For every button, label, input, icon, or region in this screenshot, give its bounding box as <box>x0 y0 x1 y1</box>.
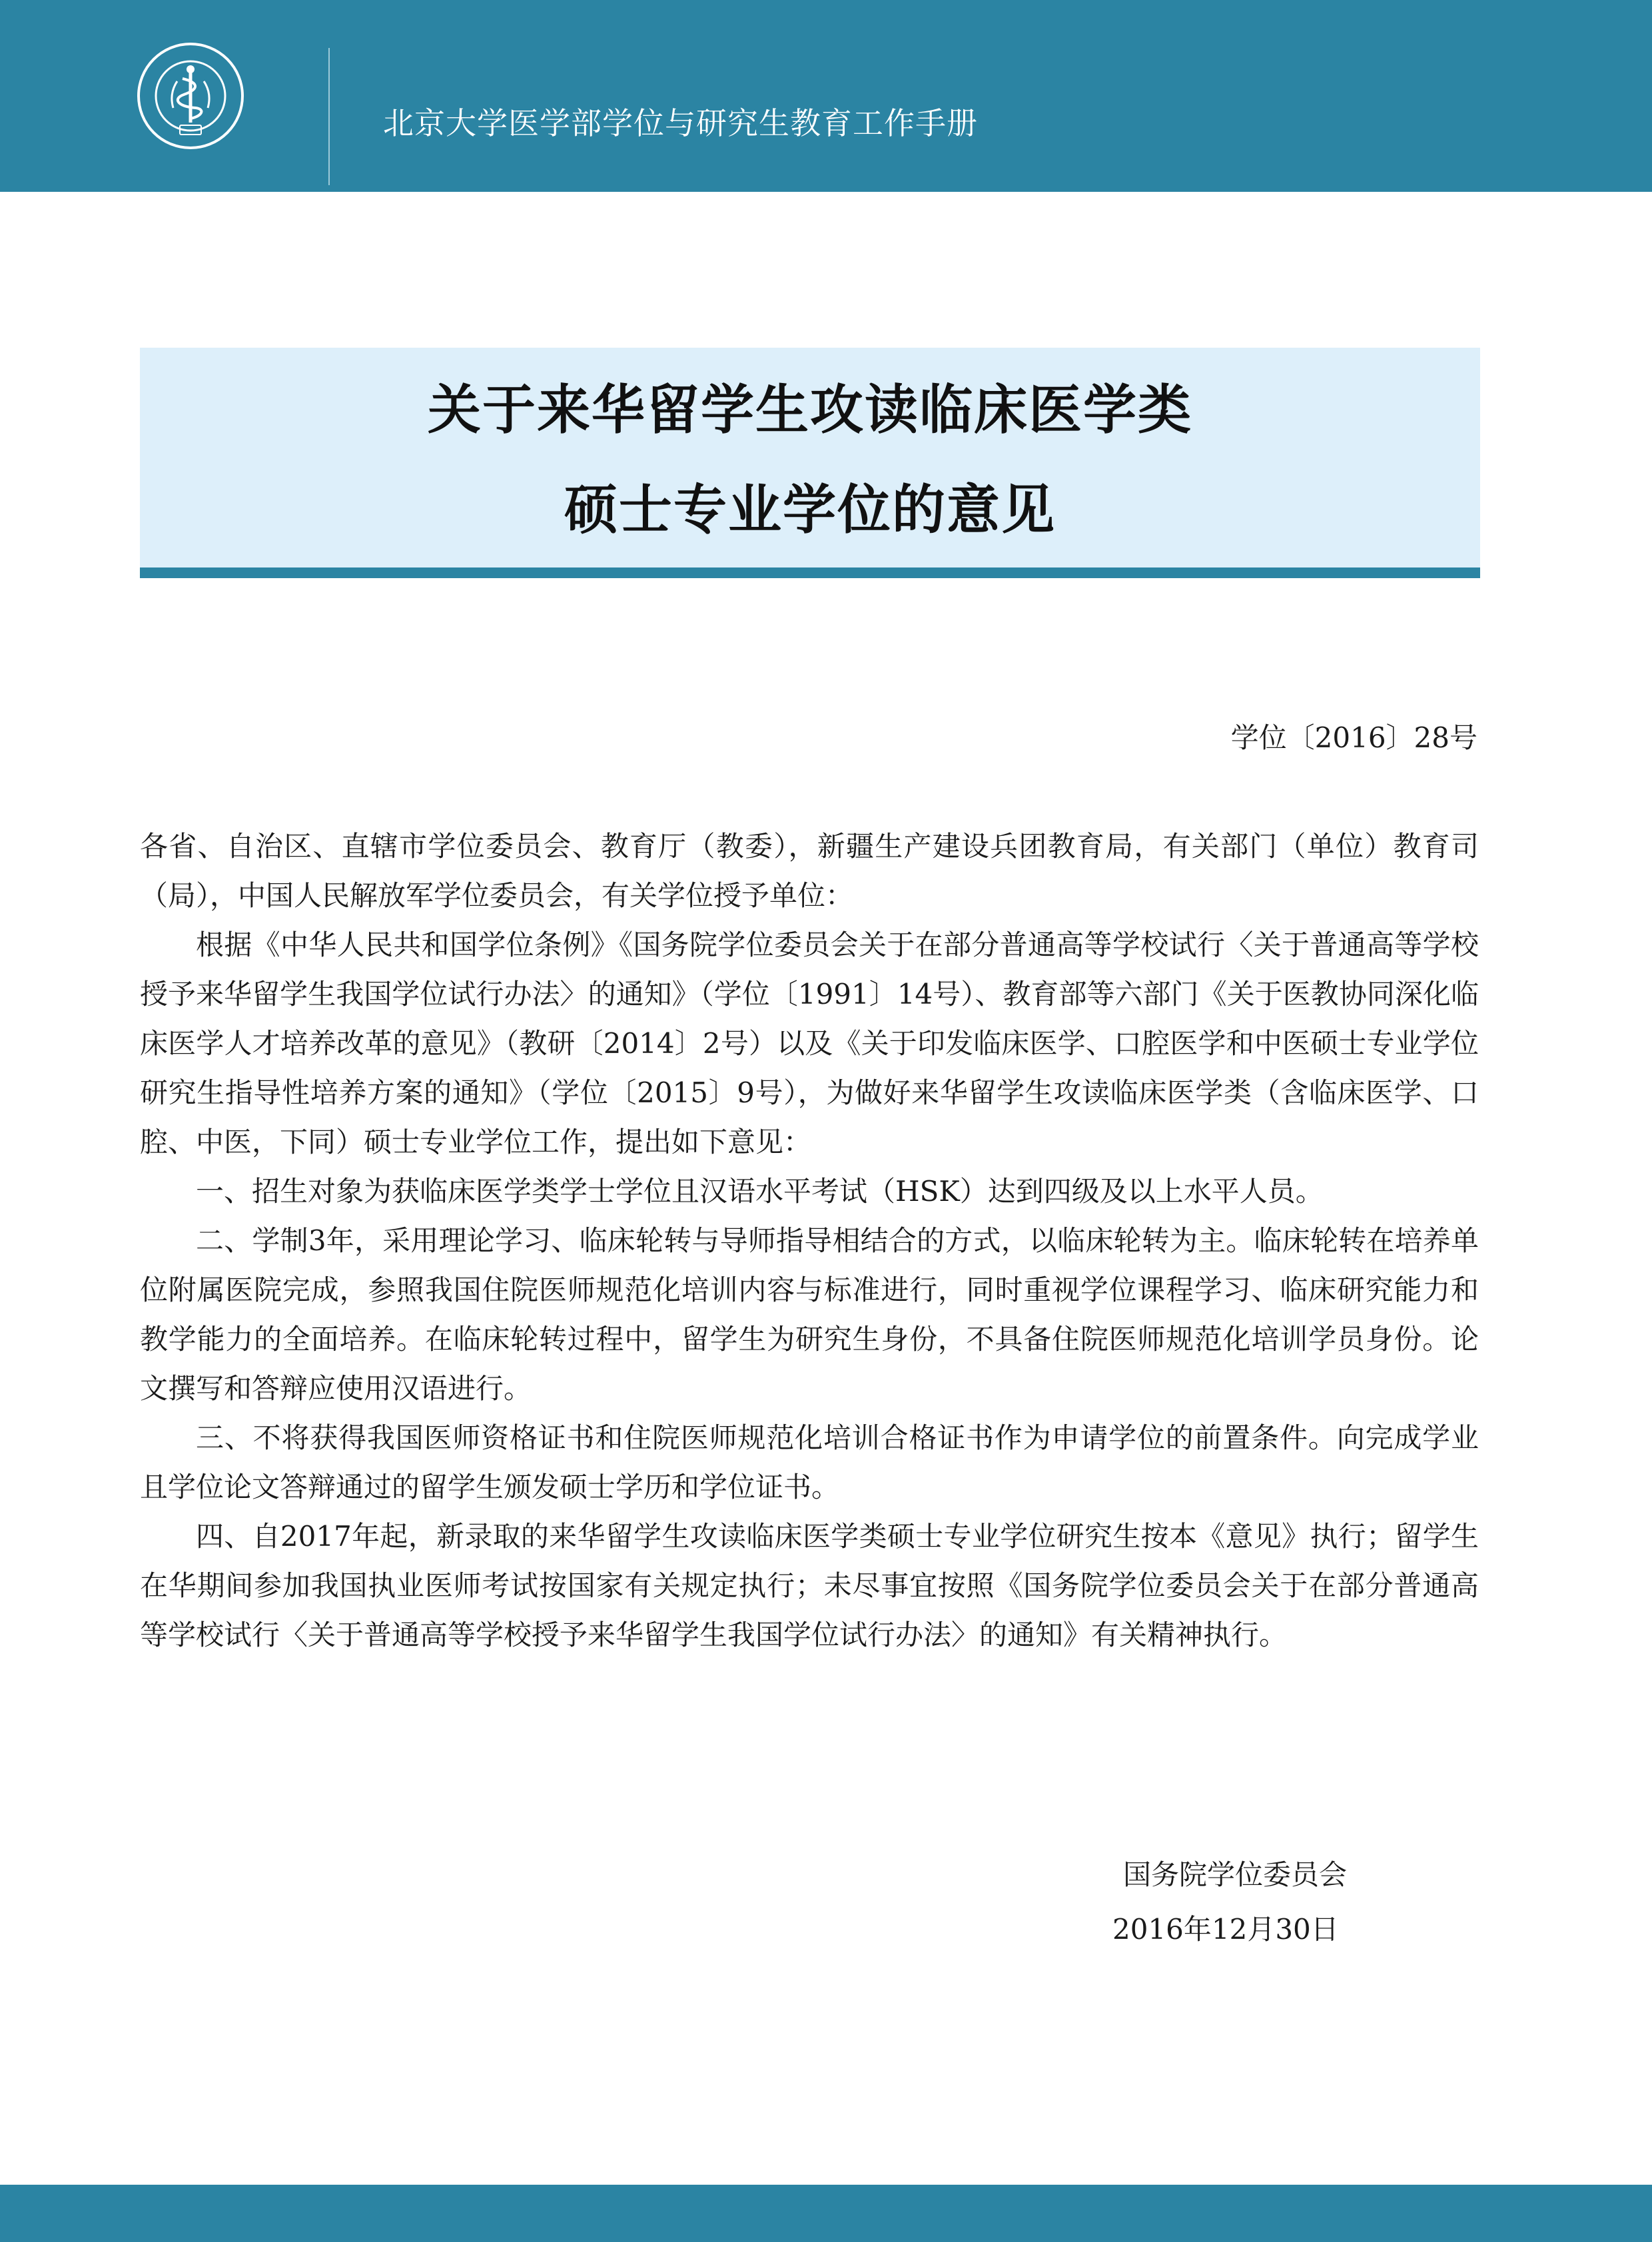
document-number: 学位〔2016〕28号 <box>1230 721 1477 754</box>
handbook-title: 北京大学医学部学位与研究生教育工作手册 <box>383 105 978 141</box>
body-paragraph-3: 三、不将获得我国医师资格证书和住院医师规范化培训合格证书作为申请学位的前置条件。向完成学业且学位论文答辩通过的留学生颁发硕士学历和学位证书。 <box>140 1421 1479 1503</box>
footer-bar <box>0 2185 1652 2242</box>
university-seal-icon <box>136 41 245 151</box>
header-bar <box>0 0 1652 192</box>
body-paragraph-2: 二、学制3年，采用理论学习、临床轮转与导师指导相结合的方式，以临床轮转为主。临床轮转在培养单位附属医院完成，参照我国住院医师规范化培训内容与标准进行，同时重视学位课程学习、临床研究能力和教学能力的全面培养。在临床轮转过程中，留学生为研究生身份，不具备住院医师规范化培训学员身份。论文撰写和答辩应使用汉语进行。 <box>140 1224 1479 1405</box>
document-body <box>140 822 1479 1660</box>
addressee-paragraph: 各省、自治区、直辖市学位委员会、教育厅（教委），新疆生产建设兵团教育局，有关部门（单位）教育司（局），中国人民解放军学位委员会，有关学位授予单位： <box>140 830 1479 912</box>
body-paragraph-basis: 根据《中华人民共和国学位条例》《国务院学位委员会关于在部分普通高等学校试行〈关于普通高等学校授予来华留学生我国学位试行办法〉的通知》（学位〔1991〕14号）、教育部等六部门《关于医教协同深化临床医学人才培养改革的意见》（教研〔2014〕2号）以及《关于印发临床医学、口腔医学和中医硕士专业学位研究生指导性培养方案的通知》（学位〔2015〕9号），为做好来华留学生攻读临床医学类（含临床医学、口腔、中医，下同）硕士专业学位工作，提出如下意见： <box>140 929 1479 1158</box>
body-paragraph-1: 一、招生对象为获临床医学类学士学位且汉语水平考试（HSK）达到四级及以上水平人员。 <box>196 1175 1324 1208</box>
title-underline-rule <box>140 567 1480 578</box>
document-title-line-1: 关于来华留学生攻读临床医学类 <box>428 379 1192 441</box>
signature-organization: 国务院学位委员会 <box>1123 1858 1348 1891</box>
document-title-line-2: 硕士专业学位的意见 <box>564 479 1056 541</box>
header-divider <box>328 48 330 185</box>
body-paragraph-4: 四、自2017年起，新录取的来华留学生攻读临床医学类硕士专业学位研究生按本《意见》执行；留学生在华期间参加我国执业医师考试按国家有关规定执行；未尽事宜按照《国务院学位委员会关于在部分普通高等学校试行〈关于普通高等学校授予来华留学生我国学位试行办法〉的通知》有关精神执行。 <box>140 1520 1479 1651</box>
signature-date: 2016年12月30日 <box>1112 1913 1339 1946</box>
